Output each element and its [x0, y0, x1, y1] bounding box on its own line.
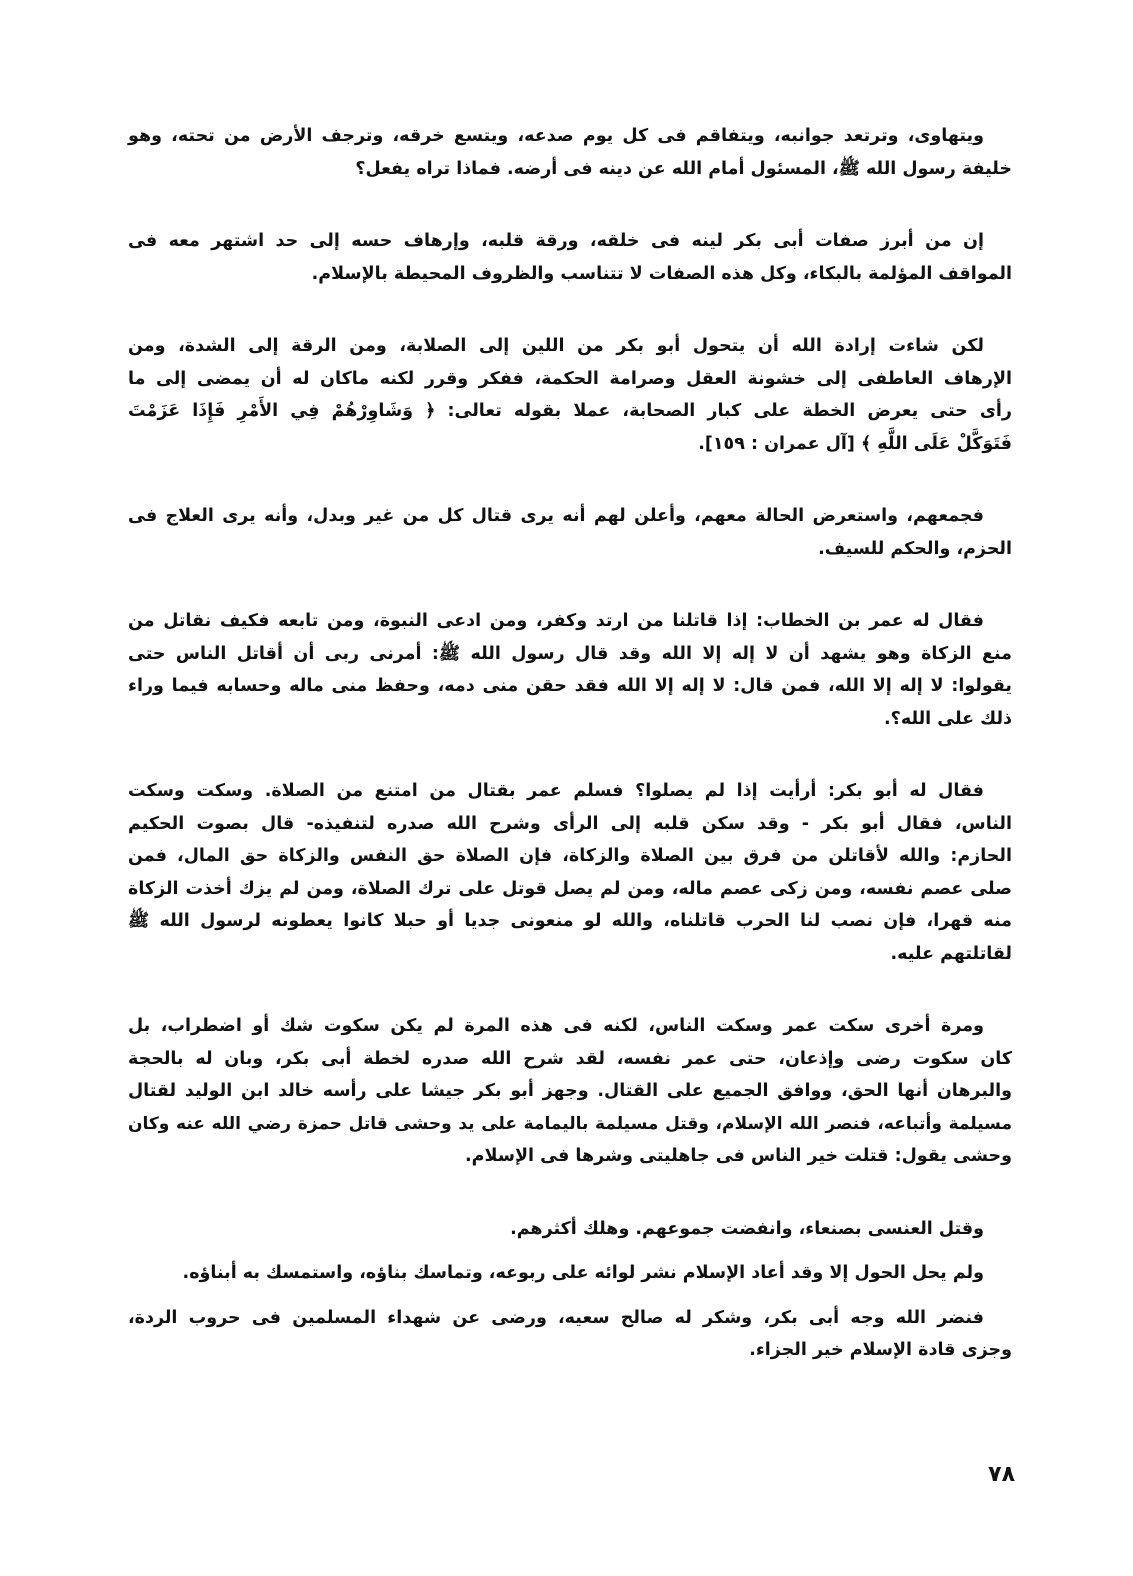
paragraph [128, 330, 1012, 460]
page-body [128, 120, 1012, 1407]
paragraph [128, 225, 1012, 290]
text-line: يقولوا: لا إله إلا الله، فمن قال: لا إله إلا الله فقد حقن منى دمه، وحفظ منى ماله وحسابه فيما وراء [128, 676, 1012, 696]
text-line: لكن شاءت إرادة الله أن يتحول أبو بكر من اللين إلى الصلابة، ومن الرقة إلى الشدة، ومن [128, 336, 984, 356]
text-line: الناس، فقال أبو بكر - وقد سكن قلبه إلى الرأى وشرح الله صدره لتنفيذه- قال بصوت الحكيم [128, 813, 1012, 834]
text-line: منه قهرا، فإن نصب لنا الحرب قاتلناه، والله لو منعونى جديا أو حبلا كانوا يعطونه لرسول الله ﷺ [128, 911, 1012, 931]
text-line: فنضر الله وجه أبى بكر، وشكر له صالح سعيه، ورضى عن شهداء المسلمين فى حروب الردة، [128, 1307, 984, 1328]
paragraph [128, 120, 1012, 185]
paragraph [128, 1257, 1012, 1290]
text-line: وحشى يقول: قتلت خير الناس فى جاهليتى وشرها فى الإسلام. [465, 1146, 1012, 1166]
text-line: والبرهان أنها الحق، ووافق الجميع على القتال. وجهز أبو بكر جيشا على رأسه خالد ابن الوليد لقتال [128, 1081, 1012, 1101]
text-line: منع الزكاة وهو يشهد أن لا إله إلا الله وقد قال رسول الله ﷺ: أمرنى ربى أن أقاتل الناس حتى [128, 643, 1012, 664]
text-line: الحازم: والله لأقاتلن من فرق بين الصلاة والزكاة، فإن الصلاة حق النفس والزكاة حق المال، فمن [128, 846, 1012, 866]
text-line: ذلك على الله؟. [884, 708, 1012, 729]
paragraph [128, 605, 1012, 735]
text-line: إن من أبرز صفات أبى بكر لينه فى خلقه، ورقة قلبه، وإرهاف حسه إلى حد اشتهر معه فى [128, 231, 984, 251]
paragraph [128, 1302, 1012, 1367]
text-line: الإرهاف العاطفى إلى خشونة العقل وصرامة الحكمة، ففكر وقرر لكنه ماكان له أن يمضى إلى ما [128, 368, 1012, 389]
text-line: مسيلمة وأتباعه، فنصر الله الإسلام، وقتل مسيلمة باليمامة على يد وحشى قاتل حمزة رضي الله عنه وكان [128, 1113, 1012, 1134]
text-line: خليفة رسول الله ﷺ، المسئول أمام الله عن دينه فى أرضه. فماذا تراه يفعل؟ [355, 158, 1012, 179]
paragraph [128, 775, 1012, 970]
paragraph [128, 1213, 1012, 1246]
text-line: فجمعهم، واستعرض الحالة معهم، وأعلن لهم أنه يرى قتال كل من غير وبدل، وأنه يرى العلاج فى [128, 506, 984, 526]
text-line: رأى حتى يعرض الخطة على كبار الصحابة، عملا بقوله تعالى: ﴿ وَشَاوِرْهُمْ فِي الأَمْرِ فَإِذَا عَزَمْتَ [128, 401, 1012, 421]
text-line: كان سكوت رضى وإذعان، حتى عمر نفسه، لقد شرح الله صدره لخطة أبى بكر، وبان له بالحجة [128, 1048, 1012, 1069]
paragraph [128, 500, 1012, 565]
text-line: ولم يحل الحول إلا وقد أعاد الإسلام نشر لوائه على ربوعه، وتماسك بناؤه، واستمسك به أبناؤه. [182, 1263, 984, 1283]
text-line: صلى عصم نفسه، ومن زكى عصم ماله، ومن لم يصل قوتل على ترك الصلاة، ومن لم يزك أخذت الزكاة [128, 878, 1012, 899]
text-line: الحزم، والحكم للسيف. [818, 538, 1012, 559]
text-line: المواقف المؤلمة بالبكاء، وكل هذه الصفات لا تتناسب والظروف المحيطة بالإسلام. [311, 263, 1012, 284]
text-line: لقاتلتهم عليه. [890, 943, 1012, 964]
text-line: فَتَوَكَّلْ عَلَى اللَّهِ ﴾ [آل عمران : ١٥٩]. [698, 433, 1012, 454]
page-number: ٧٨ [988, 1462, 1015, 1487]
text-line: فقال له عمر بن الخطاب: إذا قاتلنا من ارتد وكفر، ومن ادعى النبوة، ومن تابعه فكيف نقاتل من [128, 611, 984, 631]
text-line: وجزى قادة الإسلام خير الجزاء. [749, 1340, 1012, 1360]
text-line: ويتهاوى، وترتعد جوانبه، ويتفاقم فى كل يوم صدعه، ويتسع خرقه، وترجف الأرض من تحته، وهو [128, 126, 984, 146]
paragraph [128, 1010, 1012, 1173]
text-line: فقال له أبو بكر: أرأيت إذا لم يصلوا؟ فسلم عمر بقتال من امتنع من الصلاة. وسكت وسكت [128, 781, 984, 801]
text-line: ومرة أخرى سكت عمر وسكت الناس، لكنه فى هذه المرة لم يكن سكوت شك أو اضطراب، بل [128, 1016, 984, 1036]
text-line: وقتل العنسى بصنعاء، وانفضت جموعهم. وهلك أكثرهم. [510, 1218, 984, 1239]
